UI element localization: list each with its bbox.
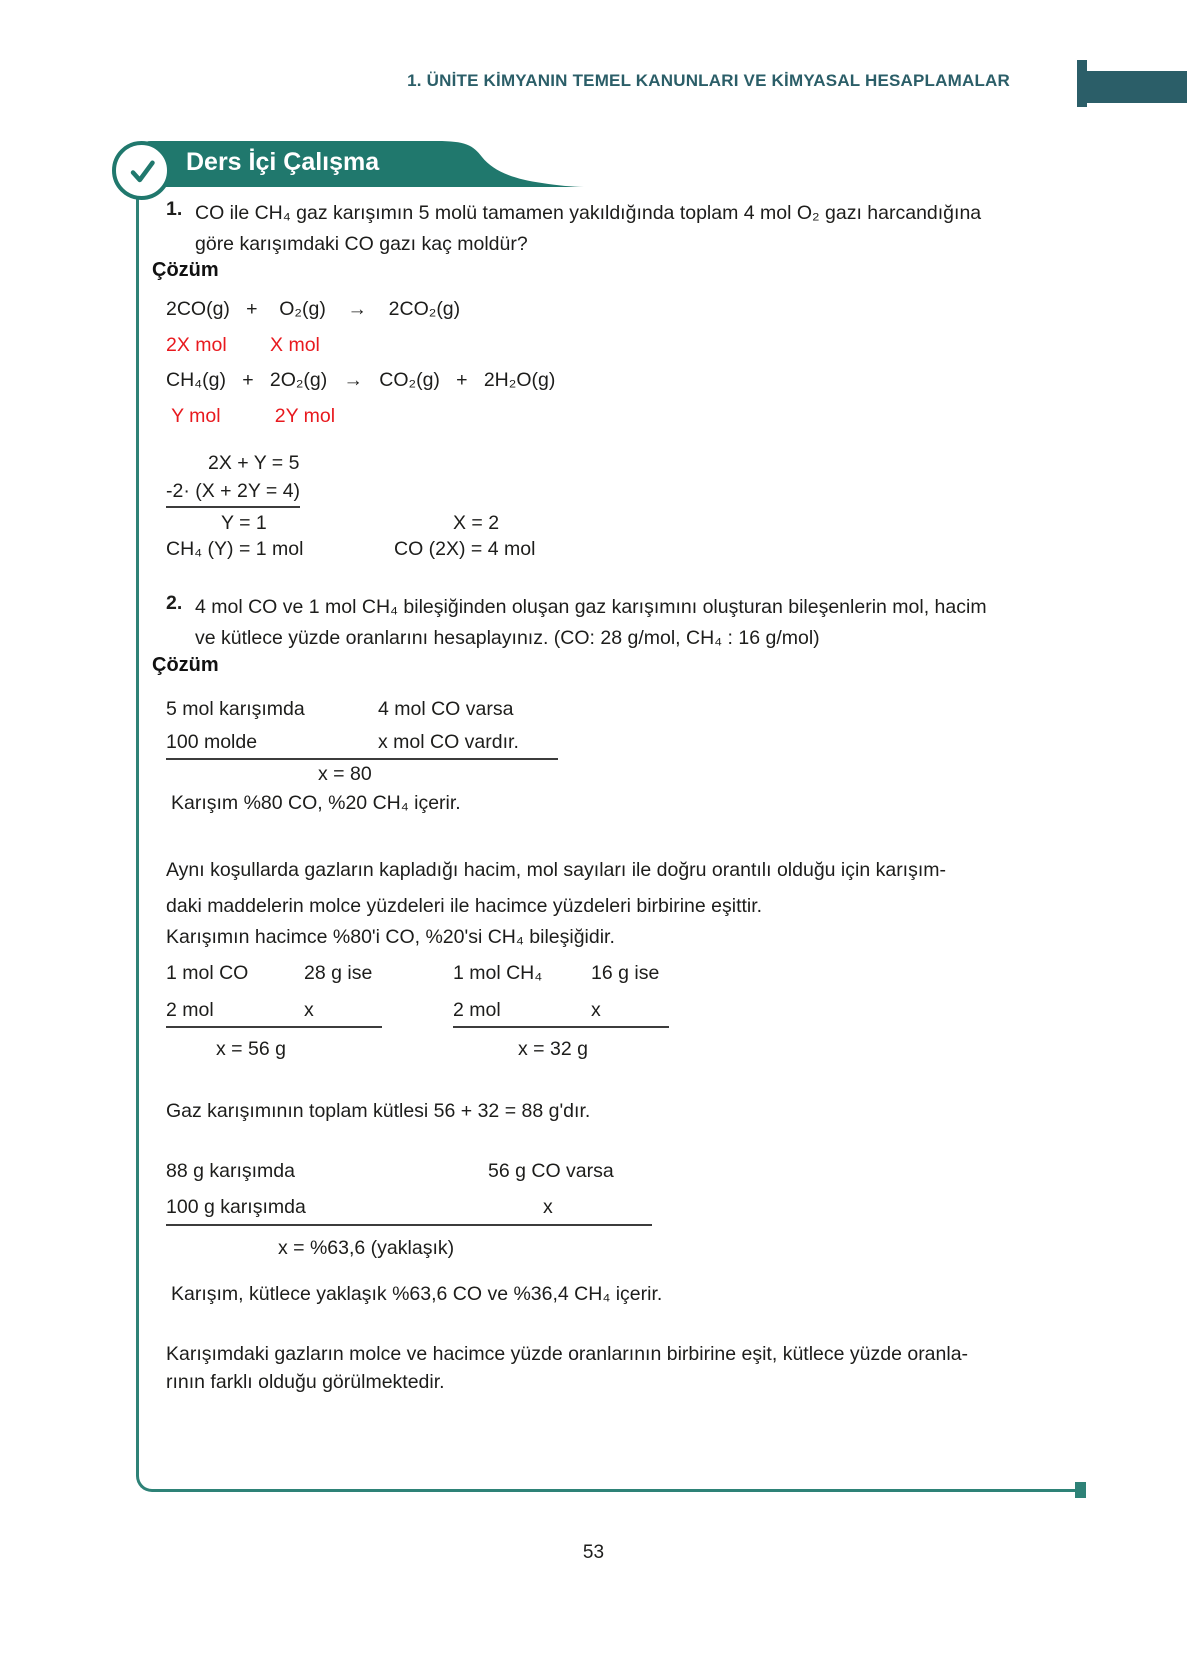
equation-ch4-combustion: CH₄(g) + 2O₂(g) → CO₂(g) + 2H₂O(g) <box>166 369 556 391</box>
page-number: 53 <box>582 1542 605 1563</box>
mass-proportions <box>166 962 669 1028</box>
equation-co-mol-labels: 2X mol X mol <box>166 334 320 356</box>
proportion-cell: x <box>543 1196 553 1218</box>
result-ch4-mol: CH₄ (Y) = 1 mol <box>166 538 304 560</box>
proportion-cell: 16 g ise <box>591 962 660 984</box>
check-circle-badge <box>112 141 171 200</box>
proportion-row <box>453 962 669 999</box>
proportion-cell: 56 g CO varsa <box>488 1160 614 1182</box>
proportion-cell: 1 mol CH₄ <box>453 962 543 984</box>
conclusion-mol-percent: Karışım %80 CO, %20 CH₄ içerir. <box>171 792 461 814</box>
problem-1-number: 1. <box>166 198 183 220</box>
proportion-cell: 28 g ise <box>304 962 373 984</box>
problem-2-line2: ve kütlece yüzde oranlarını hesaplayınız. (CO: 28 g/mol, CH₄ : 16 g/mol) <box>195 627 820 649</box>
proportion-cell: 5 mol karışımda <box>166 698 305 720</box>
frame-end-cap <box>1075 1482 1086 1498</box>
equation-ch4-mol-labels: Y mol 2Y mol <box>166 405 336 427</box>
problem-2 <box>166 592 1046 654</box>
proportion-cell: 100 g karışımda <box>166 1196 306 1218</box>
result-x: X = 2 <box>453 512 500 534</box>
solution-1-heading: Çözüm <box>152 259 219 281</box>
result-y: Y = 1 <box>221 512 267 534</box>
problem-2-line1: 4 mol CO ve 1 mol CH₄ bileşiğinden oluşan gaz karışımını oluşturan bileşenlerin mol, hacim <box>195 596 987 618</box>
proportion-mol-percent <box>166 698 558 760</box>
proportion-cell: x <box>304 999 314 1021</box>
proportion-cell: 100 molde <box>166 731 258 753</box>
proportion-row <box>166 1196 652 1219</box>
proportion-cell: 2 mol <box>453 999 501 1021</box>
banner-title: Ders İçi Çalışma <box>186 148 380 176</box>
proportion-row <box>166 731 558 754</box>
proportion-cell: 1 mol CO <box>166 962 249 984</box>
header-flag <box>1087 71 1187 103</box>
problem-2-text <box>195 592 987 654</box>
solution-2-heading: Çözüm <box>152 654 219 676</box>
unit-header-title: 1. ÜNİTE KİMYANIN TEMEL KANUNLARI VE KİMYASAL HESAPLAMALAR <box>407 71 1010 90</box>
equation-co-combustion: 2CO(g) + O₂(g) → 2CO₂(g) <box>166 298 461 320</box>
proportion-cell: 88 g karışımda <box>166 1160 295 1182</box>
header-flag-bar <box>1077 60 1087 107</box>
proportion-cell: x mol CO vardır. <box>378 731 519 753</box>
result-x-80: x = 80 <box>318 763 372 785</box>
final-conclusion-line2: rının farklı olduğu görülmektedir. <box>166 1371 445 1393</box>
problem-1 <box>166 198 1036 260</box>
proportion-row <box>166 962 382 999</box>
proportion-cell: 2 mol <box>166 999 214 1021</box>
proportion-cell: x <box>591 999 601 1021</box>
proportion-row <box>166 698 558 731</box>
proportion-row <box>166 999 382 1022</box>
conclusion-mass-percent: Karışım, kütlece yaklaşık %63,6 CO ve %36,4 CH₄ içerir. <box>171 1283 663 1305</box>
mass-proportion-co <box>166 962 382 1028</box>
problem-1-line1: CO ile CH₄ gaz karışımın 5 molü tamamen yakıldığında toplam 4 mol O₂ gazı harcandığına <box>195 202 982 224</box>
problem-2-number: 2. <box>166 592 183 614</box>
result-mass-percent: x = %63,6 (yaklaşık) <box>278 1237 455 1259</box>
system-equation-2: -2· (X + 2Y = 4) <box>166 480 300 508</box>
result-mass-co: x = 56 g <box>216 1038 286 1060</box>
paragraph-volume <box>166 852 1050 924</box>
mass-proportion-ch4 <box>453 962 669 1028</box>
proportion-row <box>453 999 669 1022</box>
result-co-mol: CO (2X) = 4 mol <box>394 538 536 560</box>
section-banner <box>112 138 732 202</box>
problem-1-line2: göre karışımdaki CO gazı kaç moldür? <box>195 233 528 255</box>
paragraph-total-mass: Gaz karışımının toplam kütlesi 56 + 32 = 88 g'dır. <box>166 1100 591 1122</box>
proportion-row <box>166 1160 652 1196</box>
problem-1-text <box>195 198 981 260</box>
final-conclusion <box>166 1340 1050 1396</box>
proportion-mass-percent <box>166 1160 652 1226</box>
paragraph-volume-line2: daki maddelerin molce yüzdeleri ile hacimce yüzdeleri birbirine eşittir. <box>166 895 763 917</box>
final-conclusion-line1: Karışımdaki gazların molce ve hacimce yüzde oranlarının birbirine eşit, kütlece yüzde oranla- <box>166 1343 969 1365</box>
result-mass-ch4: x = 32 g <box>518 1038 588 1060</box>
paragraph-volume-line1: Aynı koşullarda gazların kapladığı hacim, mol sayıları ile doğru orantılı olduğu için karışım- <box>166 859 947 881</box>
conclusion-volume-percent: Karışımın hacimce %80'i CO, %20'si CH₄ bileşiğidir. <box>166 926 615 948</box>
checkmark-icon <box>124 153 160 189</box>
system-equation-1: 2X + Y = 5 <box>208 452 300 474</box>
proportion-cell: 4 mol CO varsa <box>378 698 514 720</box>
